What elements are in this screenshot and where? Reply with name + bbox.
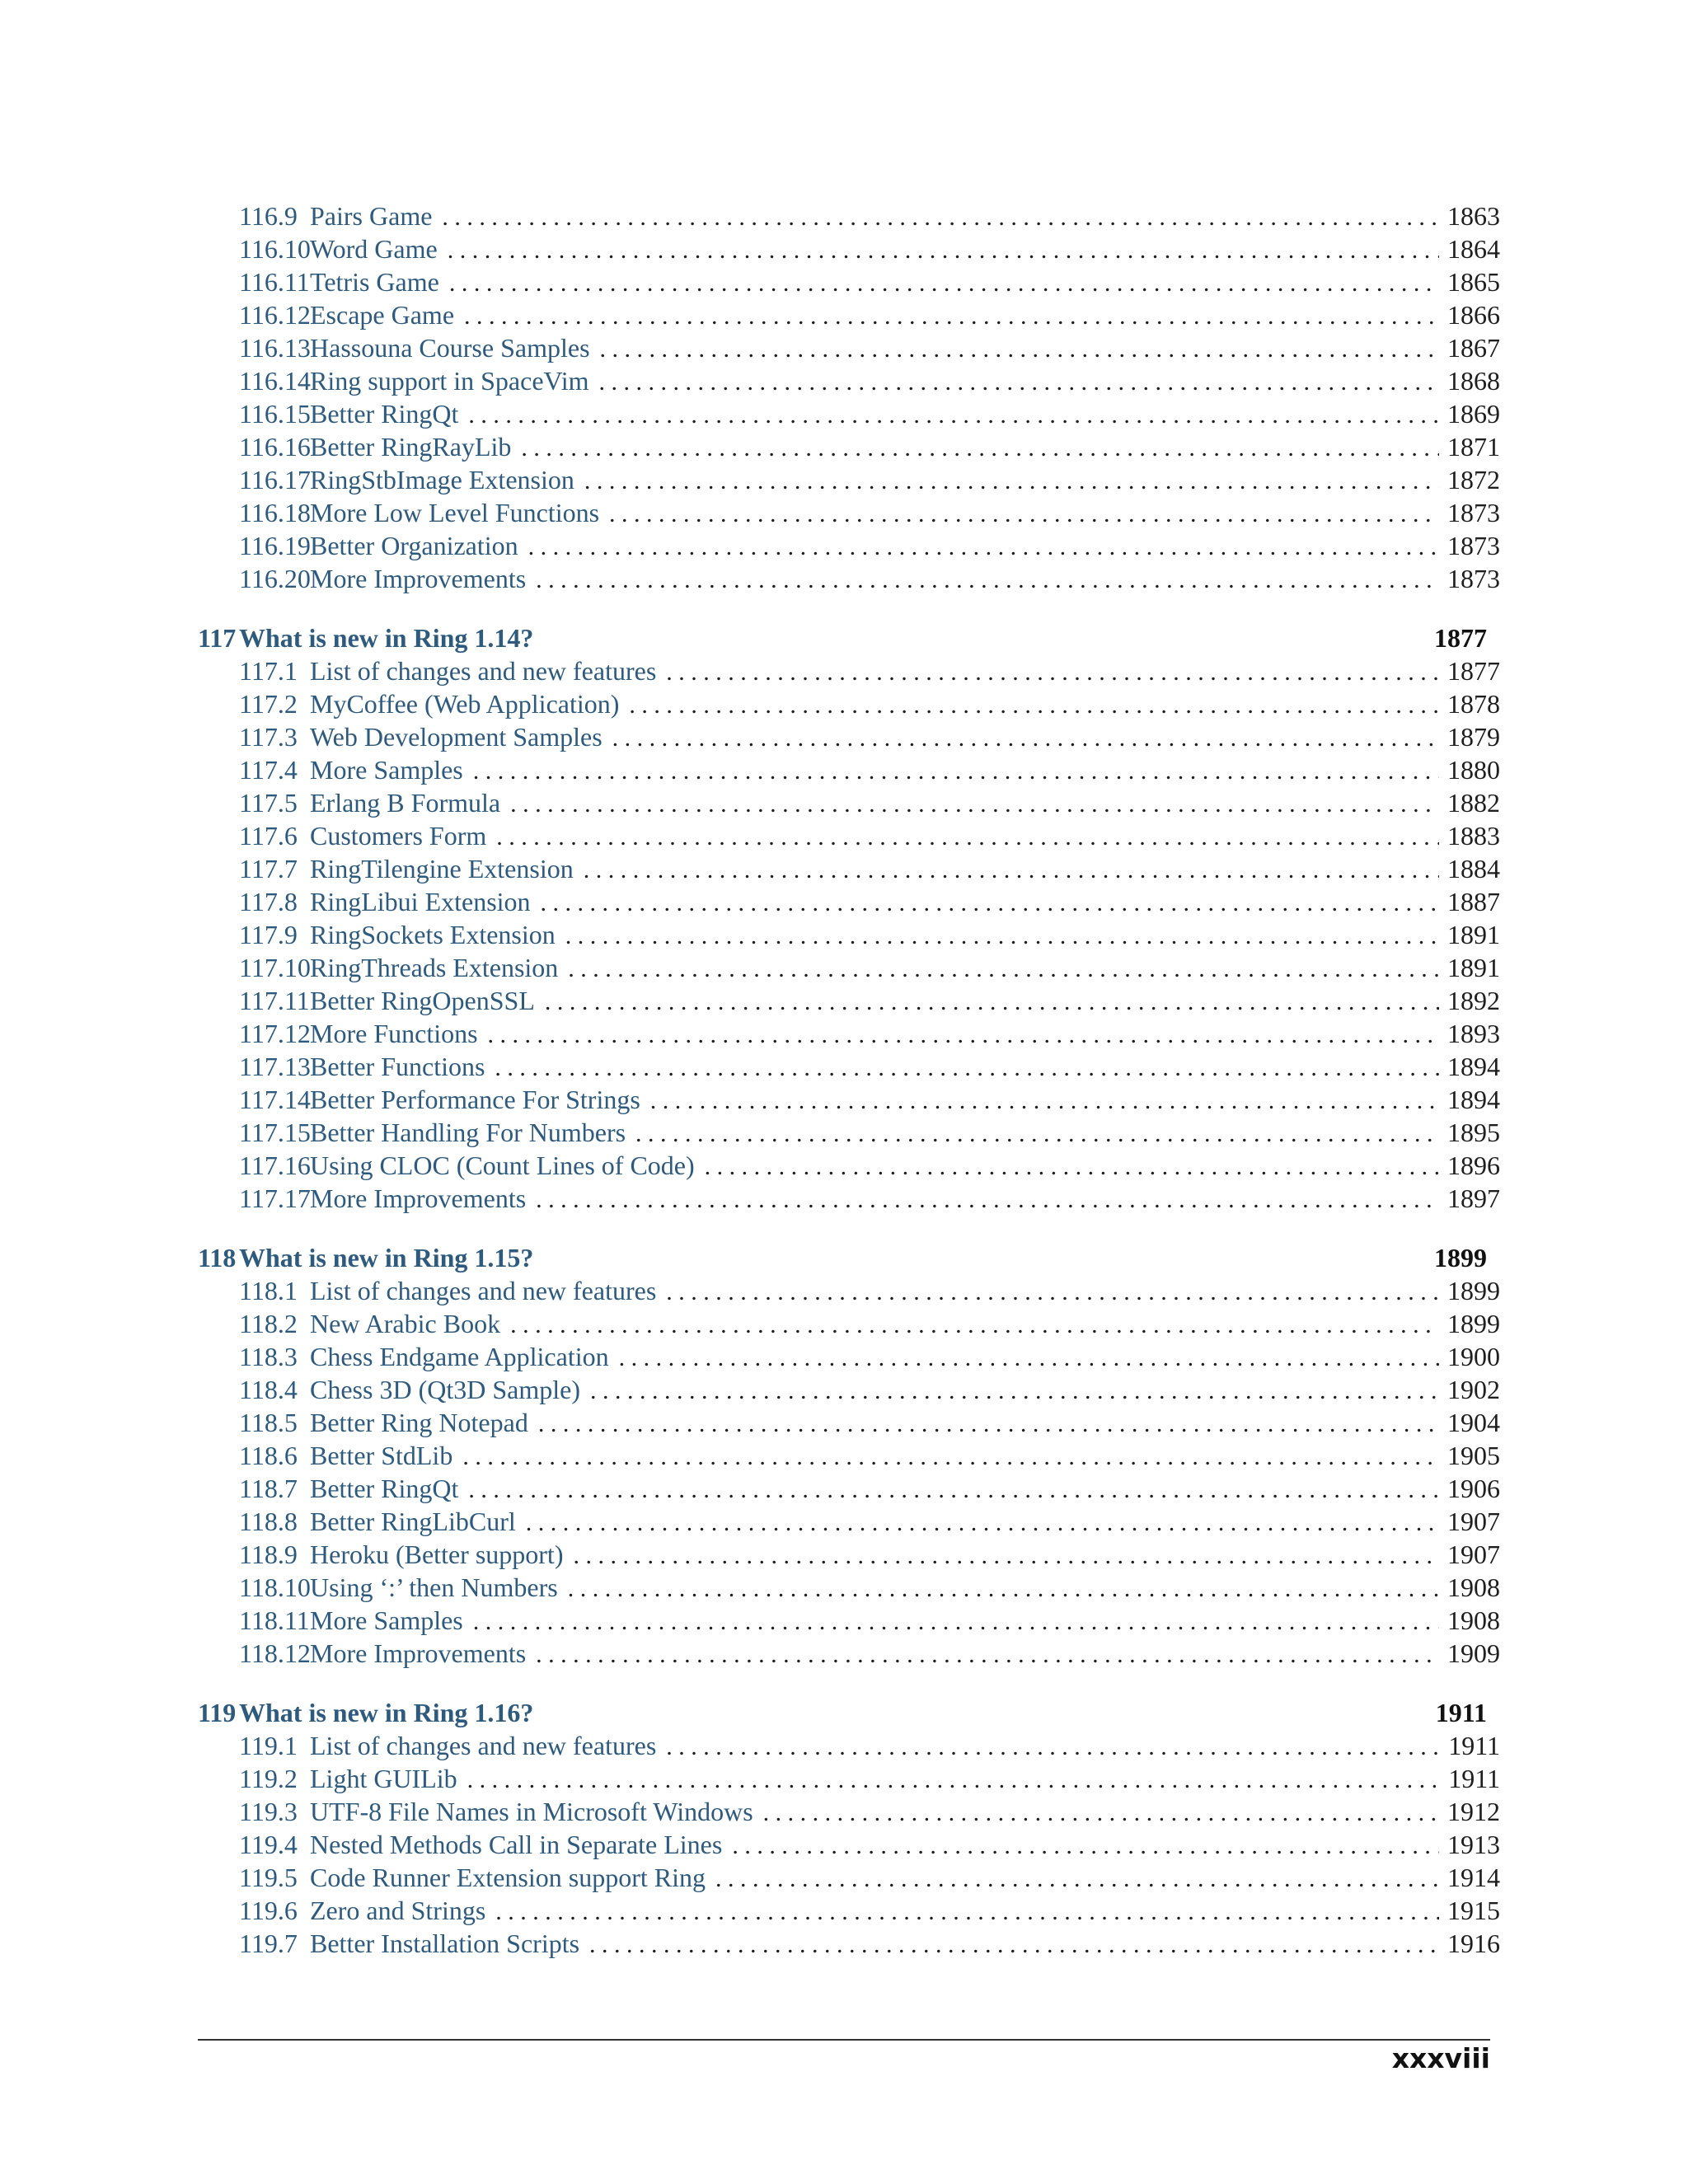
page-folio: xxxviii [1391,2042,1490,2074]
chapter-page-number: 1911 [1435,1698,1487,1727]
section-page-number: 1907 [1447,1507,1500,1536]
dot-leader [536,1638,1439,1671]
section-page-number: 1907 [1447,1540,1500,1569]
dot-leader [448,234,1439,267]
toc-section-entry[interactable] [198,1406,1500,1439]
section-title-link[interactable]: Erlang B Formula [310,788,501,818]
chapter-page-number: 1899 [1434,1243,1487,1272]
section-number[interactable]: 116.15 [239,399,311,429]
section-number[interactable]: 116.20 [239,564,311,593]
section-page-number: 1879 [1447,722,1500,752]
section-title-link[interactable]: Escape Game [310,300,455,330]
section-title-link[interactable]: Heroku (Better support) [310,1540,564,1569]
section-page-number: 1902 [1447,1375,1500,1404]
dot-leader [600,333,1439,366]
dot-leader [496,821,1439,854]
section-number[interactable]: 117.16 [239,1151,311,1180]
section-page-number: 1908 [1447,1605,1500,1635]
section-page-number: 1873 [1447,531,1500,560]
section-title-link[interactable]: Pairs Game [310,201,433,231]
section-title-link[interactable]: Better RingLibCurl [310,1507,516,1536]
dot-leader [584,465,1439,498]
toc-section-entry[interactable] [198,430,1500,463]
toc-section-entry[interactable] [198,1637,1500,1670]
section-number[interactable]: 117.9 [239,920,298,949]
dot-leader [573,1540,1439,1572]
dot-leader [528,531,1439,564]
section-page-number: 1882 [1447,788,1500,818]
toc-chapter-entry[interactable] [198,621,1500,654]
section-title-link[interactable]: List of changes and new features [310,1276,657,1305]
toc-section-entry[interactable] [198,1050,1500,1083]
dot-leader [521,432,1439,465]
section-title-link[interactable]: Better RingRayLib [310,432,512,462]
section-number[interactable]: 116.16 [239,432,311,462]
section-page-number: 1868 [1447,366,1500,396]
toc-section-entry[interactable] [198,918,1500,951]
table-of-contents [198,199,1500,1960]
section-number[interactable]: 118.9 [239,1540,298,1569]
toc-section-entry[interactable] [198,1604,1500,1637]
section-number[interactable]: 119.2 [239,1764,298,1793]
section-number[interactable]: 117.14 [239,1085,311,1114]
dot-leader [538,1408,1439,1441]
toc-section-entry[interactable] [198,199,1500,232]
section-page-number: 1900 [1447,1342,1500,1371]
toc-section-entry[interactable] [198,951,1500,984]
toc-section-entry[interactable] [198,1182,1500,1215]
section-number[interactable]: 118.10 [239,1572,311,1602]
section-page-number: 1866 [1447,300,1500,330]
toc-section-entry[interactable] [198,331,1500,364]
section-number[interactable]: 117.5 [239,788,298,818]
section-number[interactable]: 118.11 [239,1605,310,1635]
section-number[interactable]: 117.3 [239,722,298,752]
dot-leader [464,300,1439,333]
dot-leader [510,1309,1439,1342]
dot-leader [629,689,1439,722]
section-number[interactable]: 118.2 [239,1309,298,1338]
toc-section-entry[interactable] [198,720,1500,753]
toc-section-entry[interactable] [198,1373,1500,1406]
dot-leader [666,656,1439,689]
section-page-number: 1908 [1447,1572,1500,1602]
dot-leader [495,1052,1439,1085]
section-page-number: 1914 [1447,1863,1500,1892]
dot-leader [536,1183,1439,1216]
toc-section-entry[interactable] [198,265,1500,298]
section-number[interactable]: 116.9 [239,201,298,231]
section-page-number: 1904 [1447,1408,1500,1437]
section-page-number: 1894 [1447,1052,1500,1081]
toc-chapter-entry[interactable] [198,1241,1500,1274]
chapter-title-link[interactable]: What is new in Ring 1.14? [239,623,534,653]
section-title-link[interactable]: Better Organization [310,531,518,560]
dot-leader [635,1118,1439,1151]
toc-section-entry[interactable] [198,654,1500,687]
section-title-link[interactable]: List of changes and new features [310,656,657,686]
toc-section-entry[interactable] [198,1017,1500,1050]
dot-leader [510,788,1439,821]
section-page-number: 1869 [1447,399,1500,429]
section-page-number: 1911 [1448,1731,1500,1760]
section-page-number: 1867 [1447,333,1500,363]
toc-section-entry[interactable] [198,1795,1500,1828]
section-page-number: 1909 [1447,1638,1500,1668]
section-number[interactable]: 117.13 [239,1052,311,1081]
section-page-number: 1899 [1447,1276,1500,1305]
toc-section-entry[interactable] [198,364,1500,397]
dot-leader [495,1896,1439,1929]
toc-section-entry[interactable] [198,1861,1500,1894]
dot-leader [462,1441,1439,1474]
section-page-number: 1864 [1447,234,1500,264]
section-number[interactable]: 117.10 [239,953,311,982]
section-number[interactable]: 116.11 [239,267,310,297]
section-number[interactable]: 117.11 [239,986,310,1015]
section-number[interactable]: 117.8 [239,887,298,916]
toc-section-entry[interactable] [198,1439,1500,1472]
section-title-link[interactable]: Better Ring Notepad [310,1408,528,1437]
section-number[interactable]: 117.4 [239,755,298,785]
section-page-number: 1865 [1447,267,1500,297]
section-number[interactable]: 116.13 [239,333,311,363]
section-title-link[interactable]: More Functions [310,1019,478,1048]
toc-section-entry[interactable] [198,1828,1500,1861]
section-title-link[interactable]: More Improvements [310,1638,527,1668]
dot-leader [568,1572,1439,1605]
dot-leader [705,1151,1439,1183]
dot-leader [650,1085,1439,1118]
toc-section-entry[interactable] [198,687,1500,720]
section-number[interactable]: 117.12 [239,1019,311,1048]
toc-section-entry[interactable] [198,1149,1500,1182]
toc-section-entry[interactable] [198,1729,1500,1762]
dot-leader [590,1375,1439,1408]
section-page-number: 1871 [1447,432,1500,462]
section-number[interactable]: 116.18 [239,498,311,527]
dot-leader [442,201,1439,234]
toc-section-entry[interactable] [198,819,1500,852]
section-title-link[interactable]: Better RingQt [310,1474,459,1503]
section-number[interactable]: 118.12 [239,1638,311,1668]
section-number[interactable]: 116.19 [239,531,311,560]
section-title-link[interactable]: Customers Form [310,821,487,851]
toc-section-entry[interactable] [198,885,1500,918]
section-number[interactable]: 117.17 [239,1183,311,1213]
toc-section-entry[interactable] [198,984,1500,1017]
section-number[interactable]: 119.6 [239,1896,298,1925]
section-number[interactable]: 118.5 [239,1408,298,1437]
chapter-title-link[interactable]: What is new in Ring 1.16? [239,1698,534,1727]
toc-section-entry[interactable] [198,1762,1500,1795]
dot-leader [619,1342,1439,1375]
dot-leader [536,564,1439,597]
section-page-number: 1892 [1447,986,1500,1015]
section-page-number: 1896 [1447,1151,1500,1180]
section-title-link[interactable]: RingSockets Extension [310,920,556,949]
section-page-number: 1906 [1447,1474,1500,1503]
section-page-number: 1877 [1447,656,1500,686]
footer-divider [198,2039,1490,2041]
section-title-link[interactable]: Better RingQt [310,399,459,429]
section-title-link[interactable]: Word Game [310,234,438,264]
section-number[interactable]: 117.1 [239,656,298,686]
section-page-number: 1883 [1447,821,1500,851]
section-page-number: 1872 [1447,465,1500,494]
toc-section-entry[interactable] [198,1538,1500,1571]
section-title-link[interactable]: Chess Endgame Application [310,1342,609,1371]
section-title-link[interactable]: Nested Methods Call in Separate Lines [310,1830,723,1859]
section-number[interactable]: 116.10 [239,234,311,264]
section-title-link[interactable]: Better Performance For Strings [310,1085,640,1114]
toc-section-entry[interactable] [198,753,1500,786]
section-title-link[interactable]: Light GUILib [310,1764,457,1793]
section-title-link[interactable]: More Samples [310,755,463,785]
section-number[interactable]: 117.2 [239,689,298,719]
section-title-link[interactable]: More Improvements [310,1183,527,1213]
section-number[interactable]: 117.15 [239,1118,311,1147]
dot-leader [449,267,1439,300]
dot-leader [468,399,1439,432]
section-number[interactable]: 118.7 [239,1474,298,1503]
section-page-number: 1899 [1447,1309,1500,1338]
section-title-link[interactable]: Better Functions [310,1052,485,1081]
section-page-number: 1915 [1447,1896,1500,1925]
section-number[interactable]: 117.7 [239,854,298,883]
section-page-number: 1873 [1447,498,1500,527]
toc-section-entry[interactable] [198,1894,1500,1927]
section-title-link[interactable]: More Improvements [310,564,527,593]
section-page-number: 1912 [1447,1797,1500,1826]
section-page-number: 1893 [1447,1019,1500,1048]
dot-leader [715,1863,1439,1896]
section-title-link[interactable]: Better Handling For Numbers [310,1118,626,1147]
section-page-number: 1916 [1447,1929,1500,1958]
section-page-number: 1873 [1447,564,1500,593]
section-title-link[interactable]: Using ‘:’ then Numbers [310,1572,558,1602]
dot-leader [666,1731,1439,1764]
section-title-link[interactable]: MyCoffee (Web Application) [310,689,620,719]
section-title-link[interactable]: More Low Level Functions [310,498,600,527]
section-number[interactable]: 119.4 [239,1830,298,1859]
toc-section-entry[interactable] [198,786,1500,819]
chapter-page-number: 1877 [1434,623,1487,653]
toc-section-entry[interactable] [198,1116,1500,1149]
section-title-link[interactable]: New Arabic Book [310,1309,501,1338]
section-title-link[interactable]: UTF-8 File Names in Microsoft Windows [310,1797,753,1826]
dot-leader [612,722,1439,755]
dot-leader [565,920,1439,953]
section-number[interactable]: 118.6 [239,1441,298,1470]
section-page-number: 1894 [1447,1085,1500,1114]
dot-leader [473,755,1439,788]
toc-section-entry[interactable] [198,852,1500,885]
section-title-link[interactable]: RingTilengine Extension [310,854,574,883]
section-number[interactable]: 116.17 [239,465,311,494]
toc-section-entry[interactable] [198,1505,1500,1538]
toc-section-entry[interactable] [198,463,1500,496]
section-page-number: 1863 [1447,201,1500,231]
section-page-number: 1887 [1447,887,1500,916]
section-page-number: 1884 [1447,854,1500,883]
dot-leader [609,498,1439,531]
section-page-number: 1880 [1447,755,1500,785]
section-number[interactable]: 119.3 [239,1797,298,1826]
toc-section-entry[interactable] [198,496,1500,529]
section-title-link[interactable]: Hassouna Course Samples [310,333,590,363]
section-title-link[interactable]: Using CLOC (Count Lines of Code) [310,1151,695,1180]
toc-section-entry[interactable] [198,562,1500,595]
section-page-number: 1905 [1447,1441,1500,1470]
section-title-link[interactable]: Better Installation Scripts [310,1929,580,1958]
chapter-number[interactable]: 118 [198,1243,237,1272]
section-number[interactable]: 116.12 [239,300,311,330]
section-number[interactable]: 118.8 [239,1507,298,1536]
section-title-link[interactable]: Chess 3D (Qt3D Sample) [310,1375,580,1404]
dot-leader [666,1276,1439,1309]
toc-section-entry[interactable] [198,1927,1500,1960]
section-title-link[interactable]: Code Runner Extension support Ring [310,1863,706,1892]
toc-section-entry[interactable] [198,298,1500,331]
section-title-link[interactable]: RingStbImage Extension [310,465,574,494]
section-number[interactable]: 118.1 [239,1276,298,1305]
section-title-link[interactable]: Better RingOpenSSL [310,986,535,1015]
dot-leader [526,1507,1439,1540]
toc-section-entry[interactable] [198,1472,1500,1505]
chapter-number[interactable]: 119 [198,1698,237,1727]
dot-leader [468,1474,1439,1507]
section-page-number: 1895 [1447,1118,1500,1147]
dot-leader [541,887,1439,920]
chapter-title-link[interactable]: What is new in Ring 1.15? [239,1243,534,1272]
section-title-link[interactable]: Web Development Samples [310,722,603,752]
dot-leader [467,1764,1439,1797]
section-title-link[interactable]: More Samples [310,1605,463,1635]
section-number[interactable]: 118.4 [239,1375,298,1404]
section-title-link[interactable]: RingThreads Extension [310,953,559,982]
section-page-number: 1878 [1447,689,1500,719]
section-number[interactable]: 119.1 [239,1731,298,1760]
section-number[interactable]: 116.14 [239,366,311,396]
section-title-link[interactable]: List of changes and new features [310,1731,657,1760]
section-page-number: 1913 [1447,1830,1500,1859]
toc-section-entry[interactable] [198,232,1500,265]
dot-leader [732,1830,1439,1863]
dot-leader [568,953,1439,986]
dot-leader [763,1797,1439,1830]
dot-leader [599,366,1440,399]
section-title-link[interactable]: Zero and Strings [310,1896,486,1925]
section-number[interactable]: 117.6 [239,821,298,851]
toc-section-entry[interactable] [198,529,1500,562]
section-number[interactable]: 119.5 [239,1863,298,1892]
toc-section-entry[interactable] [198,1571,1500,1604]
dot-leader [473,1605,1439,1638]
section-page-number: 1891 [1447,920,1500,949]
dot-leader [584,854,1439,887]
section-title-link[interactable]: Better StdLib [310,1441,453,1470]
section-title-link[interactable]: Tetris Game [310,267,439,297]
section-page-number: 1911 [1448,1764,1500,1793]
section-title-link[interactable]: Ring support in SpaceVim [310,366,589,396]
section-number[interactable]: 118.3 [239,1342,298,1371]
dot-leader [488,1019,1439,1052]
toc-section-entry[interactable] [198,1083,1500,1116]
dot-leader [589,1929,1439,1961]
dot-leader [545,986,1439,1019]
toc-section-entry[interactable] [198,1340,1500,1373]
toc-section-entry[interactable] [198,1274,1500,1307]
toc-section-entry[interactable] [198,397,1500,430]
section-page-number: 1897 [1447,1183,1500,1213]
section-title-link[interactable]: RingLibui Extension [310,887,531,916]
chapter-number[interactable]: 117 [198,623,237,653]
section-page-number: 1891 [1447,953,1500,982]
toc-section-entry[interactable] [198,1307,1500,1340]
section-number[interactable]: 119.7 [239,1929,298,1958]
toc-chapter-entry[interactable] [198,1696,1500,1729]
